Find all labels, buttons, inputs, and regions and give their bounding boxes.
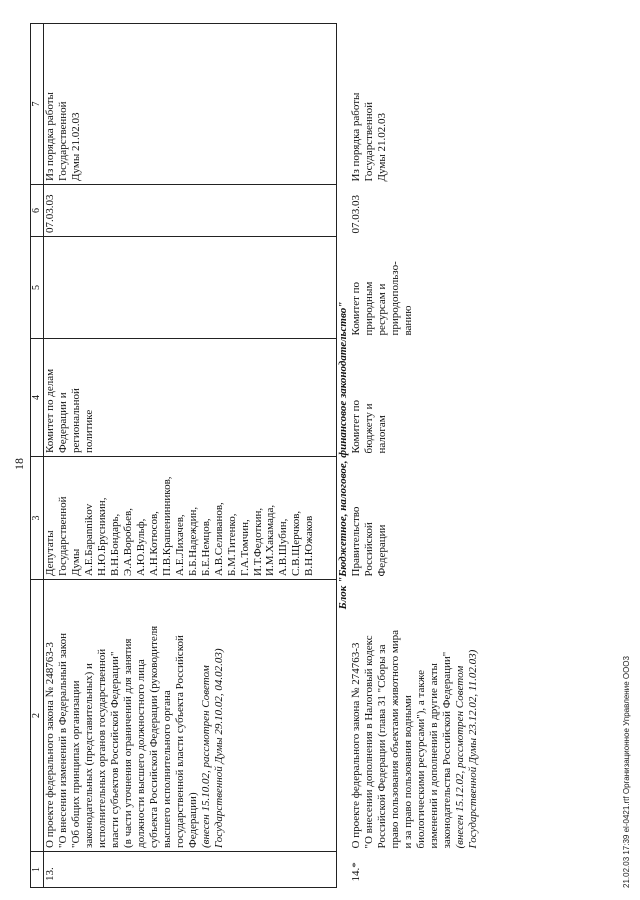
text-line: природным <box>362 281 375 336</box>
text-line: региональной <box>69 388 82 453</box>
text-line: должности высшего должностного лица <box>134 659 147 848</box>
text-line: (в части уточнения ограничений для занятия <box>121 638 134 848</box>
text-line: Думы 21.02.03 <box>375 113 388 182</box>
review-date: 07.03.03 <box>44 185 337 237</box>
column-header-row <box>31 24 44 888</box>
initiators <box>350 457 480 580</box>
source-note <box>350 24 480 185</box>
text-line: Комитет по <box>349 281 362 336</box>
initiator: Н.Ю.Брусникин, <box>95 497 108 576</box>
text-line: "Об общих принципах организации <box>69 680 82 848</box>
initiator: Э.А.Воробьев, <box>121 508 134 576</box>
source-note <box>44 24 337 185</box>
text-line: Федерации) <box>186 792 199 848</box>
initiator: А.В.Селиванов, <box>212 502 225 576</box>
initiator: Б.Б.Надеждин, <box>186 506 199 576</box>
text-line: Государственной <box>362 101 375 182</box>
text-line: политике <box>82 409 95 453</box>
block-heading-row <box>337 24 350 888</box>
initiator: Российской <box>362 522 375 577</box>
column-header: 2 <box>31 580 44 852</box>
responsible-committee <box>44 339 337 457</box>
initiator: А.Е.Барannikov <box>82 503 95 576</box>
review-date: 07.03.03 <box>349 195 362 234</box>
initiator: П.В.Крашенинников, <box>160 476 173 576</box>
text-line: Федерации и <box>56 392 69 453</box>
text-line: право пользования объектами животного мира <box>388 629 401 849</box>
column-header: 6 <box>31 185 44 237</box>
initiator: А.Н.Котюсов, <box>147 511 160 576</box>
text-line: и за право пользования водными <box>401 695 414 849</box>
text-line: Думы 21.02.03 <box>69 112 82 181</box>
text-line: налогам <box>375 415 388 454</box>
text-line: Из порядка работы <box>44 92 56 181</box>
text-line: ресурсам и <box>375 283 388 336</box>
initiator: Думы <box>69 548 82 576</box>
text-line: О проекте федерального закона № 248763-3 <box>44 642 56 848</box>
text-line: Российской Федерации (глава 31 "Сборы за <box>375 644 388 849</box>
initiator: Г.А.Томчин, <box>238 519 251 576</box>
table-row <box>44 24 337 888</box>
initiator: А.Е.Лихачев, <box>173 514 186 576</box>
initiator: А.В.Шубин, <box>277 518 290 576</box>
text-line: изменений и дополнений в другие акты <box>427 663 440 849</box>
text-line: О проекте федерального закона № 274763-3 <box>349 642 362 849</box>
text-line: бюджету и <box>362 403 375 454</box>
column-header: 5 <box>31 237 44 339</box>
text-line: законодательных (представительных) и <box>82 663 95 848</box>
note-line: (внесен 15.12.02, рассмотрен Советом <box>453 665 466 849</box>
note-line: (внесен 15.10.02, рассмотрен Советом <box>199 665 212 848</box>
initiators <box>44 457 337 580</box>
page-number: 18 <box>12 458 26 470</box>
text-line: законодательства Российской Федерации" <box>440 651 453 849</box>
text-line: власти субъектов Российской Федерации" <box>108 651 121 848</box>
initiator: Депутаты <box>44 530 56 576</box>
text-line: государственной власти субъекта Российской <box>173 635 186 848</box>
item-number: 14.* <box>349 862 362 882</box>
initiator: И.М.Хакамада, <box>264 504 277 576</box>
text-line: ванию <box>401 305 414 336</box>
text-line: "О внесении дополнения в Налоговый кодекс <box>362 635 375 849</box>
co-committee <box>350 237 480 339</box>
text-line: биологическими ресурсами"), а также <box>414 669 427 849</box>
text-line: Комитет по делам <box>44 368 56 453</box>
initiator: А.Ю.Вульф, <box>134 518 147 576</box>
initiator: Федерации <box>375 524 388 577</box>
initiator: В.Н.Бондарь, <box>108 513 121 576</box>
block-heading: Блок "Бюджетное, налоговое, финансовое законодательство" <box>337 24 350 888</box>
text-line: Комитет по <box>349 399 362 454</box>
column-header: 7 <box>31 24 44 185</box>
text-line: исполнительных органов государственной <box>95 648 108 848</box>
initiator: И.Т.Федоткин, <box>251 507 264 576</box>
text-line: высшего исполнительного органа <box>160 690 173 848</box>
initiator: Государственной <box>56 496 69 576</box>
note-line: Государственной Думы 29.10.02, 04.02.03) <box>212 648 225 848</box>
initiator: Б.Е.Немцов, <box>199 518 212 576</box>
initiator: Б.М.Титенко, <box>225 513 238 576</box>
text-line: Государственной <box>56 101 69 181</box>
table-row <box>350 24 480 888</box>
print-footer: 21.02.03 17:39 el-0421.rtf Организационное Управление ООО3 <box>622 656 631 888</box>
text-line: Из порядка работы <box>349 92 362 182</box>
column-header: 4 <box>31 339 44 457</box>
text-line: субъекта Российской Федерации (руководителя <box>147 625 160 848</box>
bill-description <box>350 580 480 852</box>
agenda-table <box>30 23 480 888</box>
text-line: "О внесении изменений в Федеральный закон <box>56 633 69 848</box>
initiator: Правительство <box>349 506 362 577</box>
bill-description <box>44 580 337 852</box>
text-line: природопользо- <box>388 261 401 336</box>
initiator: В.Н.Южаков <box>303 515 316 576</box>
note-line: Государственной Думы 23.12.02, 11.02.03) <box>466 649 479 849</box>
responsible-committee <box>350 339 480 457</box>
column-header: 3 <box>31 457 44 580</box>
co-committee <box>44 237 337 339</box>
item-number: 13. <box>44 852 337 888</box>
initiator: С.В.Щерчков, <box>290 510 303 576</box>
column-header: 1 <box>31 852 44 888</box>
